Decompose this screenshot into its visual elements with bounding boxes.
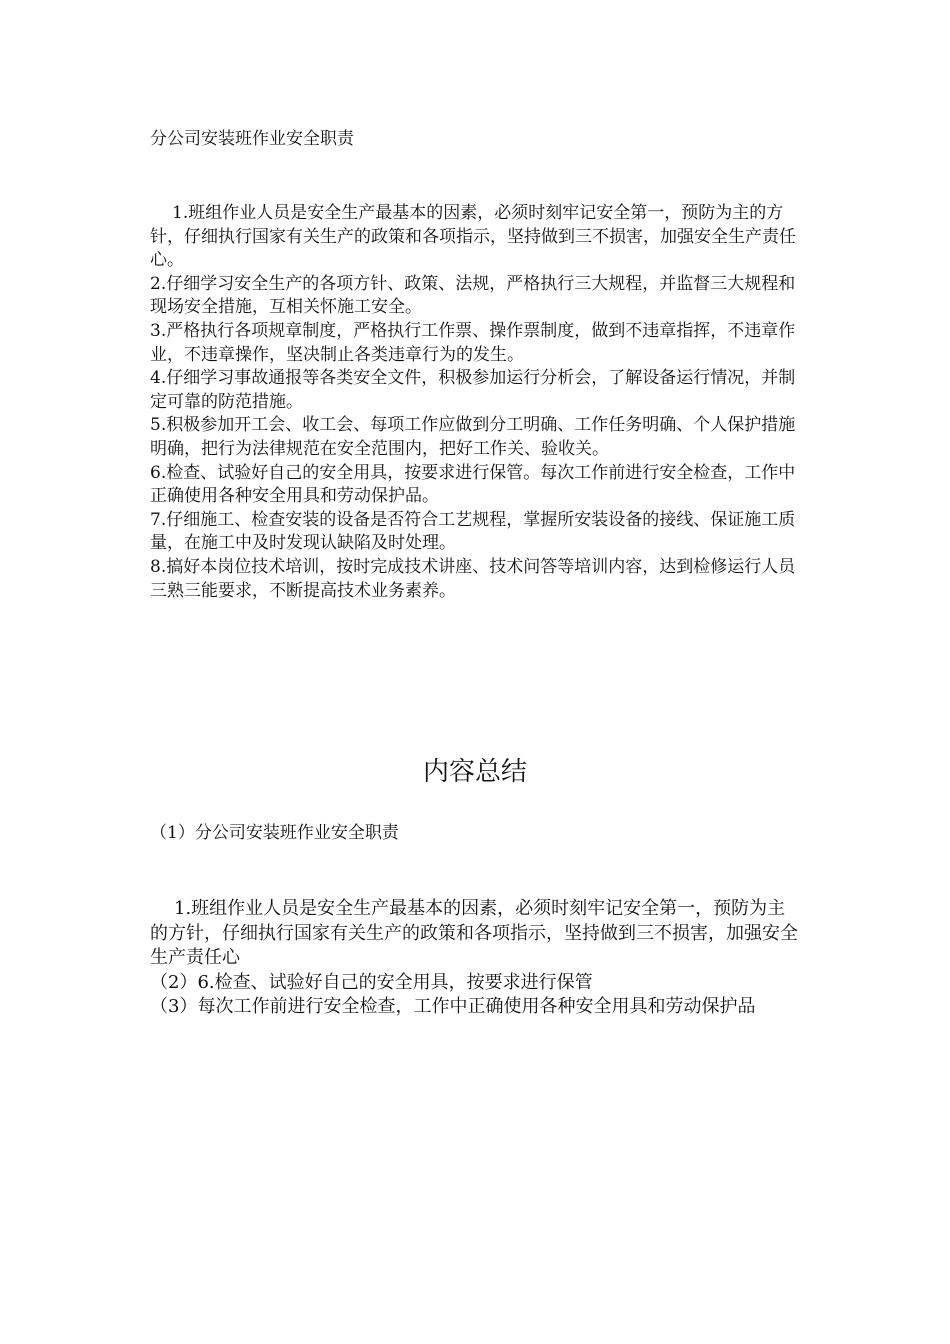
summary-item-3: （3）每次工作前进行安全检查，工作中正确使用各种安全用具和劳动保护品 — [150, 996, 756, 1017]
responsibility-item-1: 1.班组作业人员是安全生产最基本的因素，必须时刻牢记安全第一，预防为主的方针，仔细执行国家有关生产的政策和各项指示，坚持做到三不损害，加强安全生产责任心。 — [150, 203, 796, 271]
responsibility-item-4: 4.仔细学习事故通报等各类安全文件，积极参加运行分析会，了解设备运行情况，并制定可靠的防范措施。 — [150, 368, 796, 412]
responsibility-item-3: 3.严格执行各项规章制度，严格执行工作票、操作票制度，做到不违章指挥，不违章作业，不违章操作，坚决制止各类违章行为的发生。 — [150, 320, 796, 365]
responsibility-item-2: 2.仔细学习安全生产的各项方针、政策、法规，严格执行三大规程，并监督三大规程和现场安全措施，互相关怀施工安全。 — [150, 273, 796, 318]
responsibility-item-6: 6.检查、试验好自己的安全用具，按要求进行保管。每次工作前进行安全检查，工作中正确使用各种安全用具和劳动保护品。 — [150, 462, 796, 507]
responsibility-item-7: 7.仔细施工、检查安装的设备是否符合工艺规程，掌握所安装设备的接线、保证施工质量，在施工中及时发现认缺陷及时处理。 — [150, 509, 796, 554]
responsibility-item-5: 5.积极参加开工会、收工会、每项工作应做到分工明确、工作任务明确、个人保护措施明确，把行为法律规范在安全范围内，把好工作关、验收关。 — [150, 415, 796, 459]
responsibility-list — [150, 202, 804, 603]
summary-list — [150, 897, 800, 1020]
summary-item-1: 1.班组作业人员是安全生产最基本的因素，必须时刻牢记安全第一，预防为主的方针，仔细执行国家有关生产的政策和各项指示，坚持做到三不损害，加强安全生产责任心 — [150, 898, 798, 968]
responsibility-item-8: 8.搞好本岗位技术培训，按时完成技术讲座、技术问答等培训内容，达到检修运行人员三熟三能要求，不断提高技术业务素养。 — [150, 556, 796, 601]
summary-heading: 内容总结 — [422, 757, 527, 787]
document-title: 分公司安装班作业安全职责 — [150, 129, 354, 149]
summary-subtitle: （1）分公司安装班作业安全职责 — [150, 823, 399, 843]
summary-item-2: （2）6.检查、试验好自己的安全用具，按要求进行保管 — [150, 971, 593, 993]
